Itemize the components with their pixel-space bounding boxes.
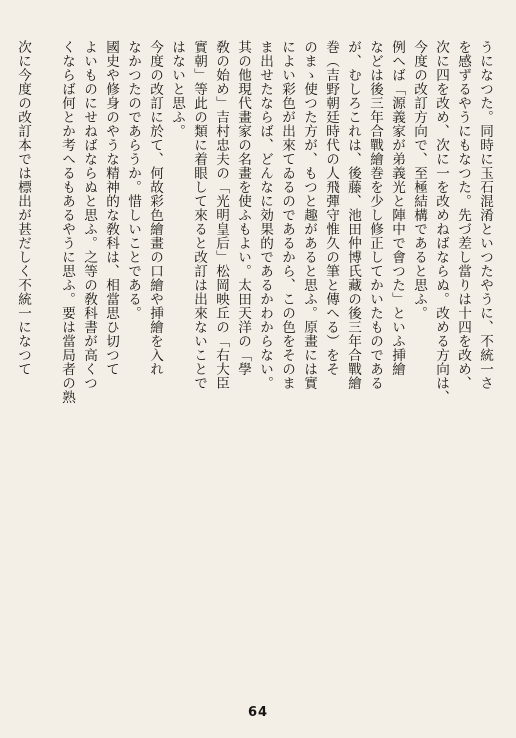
- text-column: なかつたのであらうか。惜しいことである。: [125, 40, 141, 320]
- text-column: 今度の改訂に於て、何故彩色繪畫の口繪や挿繪を入れ: [147, 40, 163, 376]
- text-column: 其の他現代畫家の名畫を使ふもよい。太田天洋の「學: [235, 40, 251, 376]
- text-column: 例へば「源義家が弟義光と陣中で會つた」といふ挿繪: [389, 40, 405, 376]
- text-column: 敎の始め」吉村忠夫の「光明皇后」松岡映丘の「右大臣: [213, 40, 229, 390]
- text-column: 巻（吉野朝廷時代の人飛彈守惟久の筆と傳へる）をそ: [323, 40, 339, 376]
- text-column: 國史や修身のやうな精神的な敎科は、相當思ひ切つて: [103, 40, 119, 376]
- text-column: 次に今度の改訂本では標出が甚だしく不統一になつて: [15, 40, 31, 376]
- text-column: はないと思ふ。: [169, 40, 185, 138]
- text-column: などは後三年合戰繪巻を少し修正してかいたものである: [367, 40, 383, 390]
- text-column: が、むしろこれは、後藤、池田仲博氏藏の後三年合戰繪: [345, 40, 361, 390]
- text-column: うになつた。同時に玉石混淆といつたやうに、不統一さ: [477, 40, 493, 390]
- text-column: によい彩色が出來てゐるのであるから、この色をそのま: [279, 40, 295, 390]
- text-column: くならば何とか考へるもあるやうに思ふ。要は當局者の熟: [59, 40, 75, 404]
- text-column: よいものにせねばならぬと思ふ。之等の敎科書が高くつ: [81, 40, 97, 390]
- text-column: 次に四を改め、次に一を改めねばならぬ。改める方向は、: [433, 40, 449, 404]
- text-column: 今度の改訂方向で、至極結構であると思ふ。: [411, 40, 427, 320]
- text-column: のまゝ使つた方が、もつと趣があると思ふ。原畫には實: [301, 40, 317, 390]
- text-column: 實朝」等此の類に着眼して來ると改訂は出來ないことで: [191, 40, 207, 390]
- text-column: [34, 40, 56, 690]
- vertical-text-body: [15, 40, 496, 690]
- text-column: を感ずるやうにもなつた。先づ差し當りは十四を改め、: [455, 40, 471, 390]
- page-number: 64: [247, 705, 269, 720]
- text-column: ま出せたならば、どんなに効果的であるかわからない。: [257, 40, 273, 390]
